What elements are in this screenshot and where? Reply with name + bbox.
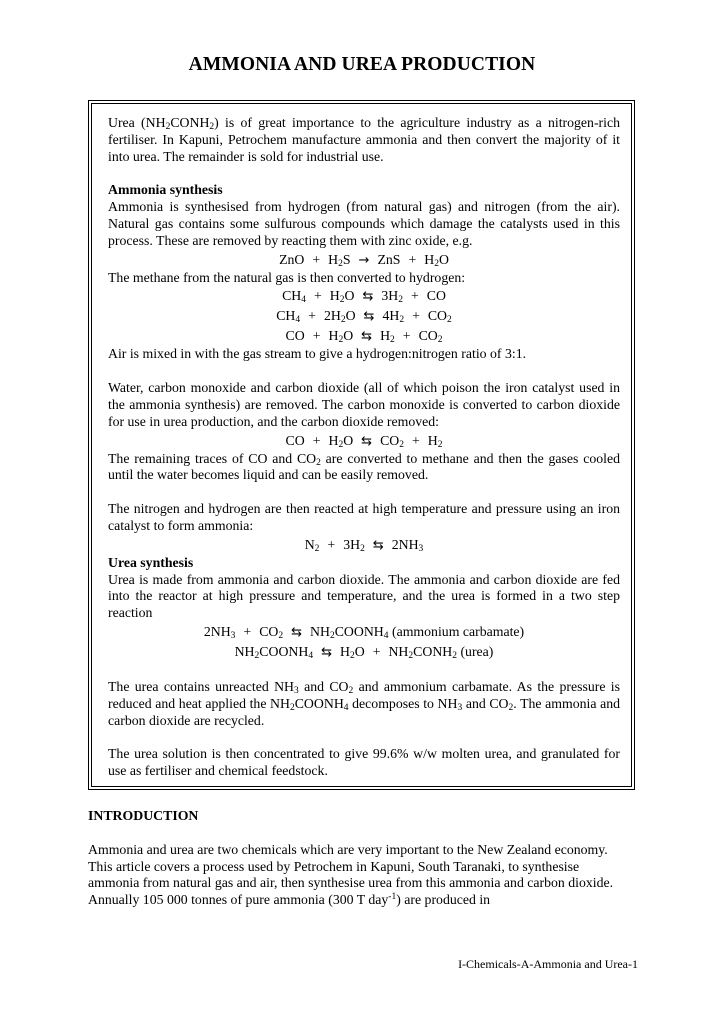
ammonia-paragraph-1: Ammonia is synthesised from hydrogen (from natural gas) and nitrogen (from the air). Natural gas contains some sulfurous compounds which damage the catalysts used in this process. These are removed by reacting them with zinc oxide, e.g. <box>108 199 620 248</box>
equation-n2: $N_2 + 3H_2$ ⇆ $2NH_3$ <box>304 536 424 554</box>
introduction-section <box>88 808 628 909</box>
equilibrium-arrow-icon: ⇆ <box>362 289 374 305</box>
urea-paragraph-3: The urea solution is then concentrated to give 99.6% w/w molten urea, and granulated for use as fertiliser and chemical feedstock. <box>108 746 620 779</box>
nitrogen-paragraph: The nitrogen and hydrogen are then reacted at high temperature and pressure using an iron catalyst to form ammonia: <box>108 501 620 533</box>
equation-ch4-2h2o: $CH_4 + 2H_2O$ ⇆ $4H_2 + CO_2$ <box>276 308 452 326</box>
equation-urea-2: $NH_2COONH_4$ ⇆ $H_2O$ + $NH_2CONH_2$ (urea) <box>234 643 494 661</box>
equilibrium-arrow-icon: ⇆ <box>361 433 373 449</box>
urea-paragraph-1: Urea is made from ammonia and carbon dioxide. The ammonia and carbon dioxide are fed into the reactor at high pressure and temperature, and the urea is formed in a two step reaction <box>108 571 620 621</box>
equilibrium-arrow-icon: ⇆ <box>363 309 375 325</box>
equilibrium-arrow-icon: ⇆ <box>321 644 332 660</box>
page-footer: I-Chemicals-A-Ammonia and Urea-1 <box>458 957 638 971</box>
summary-box <box>88 100 635 790</box>
introduction-heading: INTRODUCTION <box>88 808 199 823</box>
equation-co-h2o-2: CO + $H_2O$ ⇆ $CO_2 + H_2$ <box>285 432 443 450</box>
water-removal-paragraph: Water, carbon monoxide and carbon dioxide (all of which poison the iron catalyst used in the ammonia synthesis) are removed. The carbon monoxide is converted to carbon dioxide for use in urea production, and the carbon dioxide removed: <box>108 380 620 429</box>
equilibrium-arrow-icon: ⇆ <box>361 329 373 345</box>
forward-arrow-icon: → <box>358 252 370 268</box>
equation-co-h2o-1: CO + $H_2O$ ⇆ $H_2 + CO_2$ <box>285 328 443 346</box>
equation-ch4-h2o: $CH_4 + H_2O$ ⇆ $3H_2$ + CO <box>282 288 446 306</box>
equilibrium-arrow-icon: ⇆ <box>372 537 384 553</box>
introduction-paragraph: Ammonia and urea are two chemicals which are very important to the New Zealand economy. This article covers a process used by Petrochem in Kapuni, South Taranaki, to synthesise ammonia from natural gas and air, then synthesise urea from this ammonia and carbon dioxide. Annually 105 000 tonnes of pure ammonia (300 T day$^{-1}$) are produced in <box>88 841 614 908</box>
methane-paragraph: The methane from the natural gas is then converted to hydrogen: <box>108 269 466 285</box>
ammonia-synthesis-heading: Ammonia synthesis <box>108 182 223 198</box>
equilibrium-arrow-icon: ⇆ <box>291 624 303 640</box>
equation-zno: ZnO + $H_2S$ → ZnS + $H_2O$ <box>279 251 449 269</box>
traces-paragraph: The remaining traces of CO and $CO_2$ are converted to methane and then the gases cooled until the water becomes liquid and can be easily removed. <box>108 450 620 483</box>
urea-paragraph-2: The urea contains unreacted $NH_3$ and $CO_2$ and ammonium carbamate. As the pressure is reduced and heat applied the $NH_2COONH_4$ decomposes to $NH_3$ and $CO_2$. The ammonia and carbon dioxide are recycled. <box>108 678 620 728</box>
urea-intro-paragraph: Urea $(NH_2CONH_2)$ is of great importance to the agriculture industry as a nitrogen-rich fertiliser. In Kapuni, Petrochem manufacture ammonia and then convert the majority of it into urea. The remainder is sold for industrial use. <box>108 115 620 164</box>
air-ratio-paragraph: Air is mixed in with the gas stream to give a hydrogen:nitrogen ratio of 3:1. <box>108 346 527 362</box>
page-title: AMMONIA AND UREA PRODUCTION <box>188 54 536 75</box>
urea-synthesis-heading: Urea synthesis <box>108 554 194 570</box>
equation-urea-1: $2NH_3 + CO_2$ ⇆ $NH_2COONH_4$ (ammonium carbamate) <box>203 623 525 641</box>
